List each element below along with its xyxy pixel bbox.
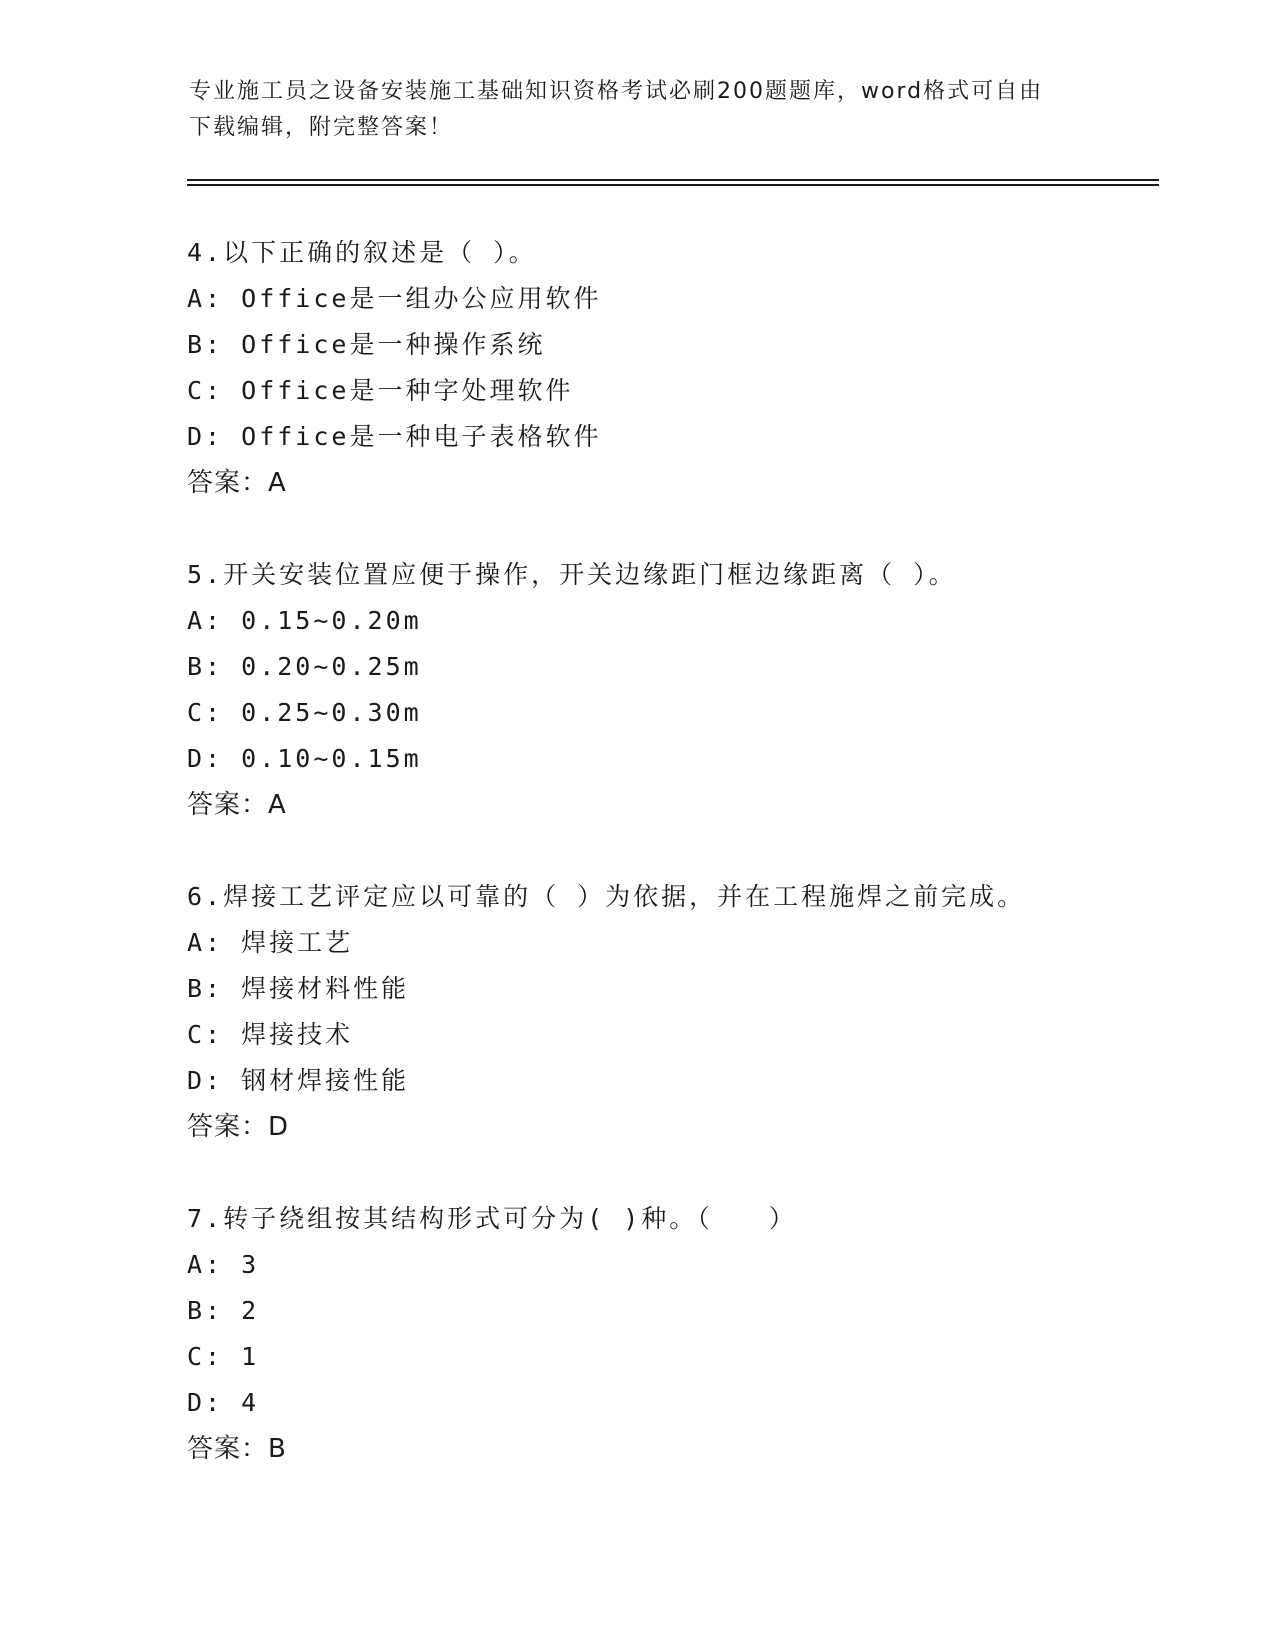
question-6 <box>187 874 1187 1150</box>
option-d: D: 4 <box>187 1388 260 1417</box>
answer-line <box>187 1104 1187 1150</box>
option-c: C: 1 <box>187 1342 260 1371</box>
header-line-1: 专业施工员之设备安装施工基础知识资格考试必刷200题题库，word格式可自由 <box>189 79 1044 104</box>
option-d: D: 0.10~0.15m <box>187 744 422 773</box>
option-c: C: Office是一种字处理软件 <box>187 376 574 405</box>
answer-value: B <box>268 1434 287 1464</box>
option-b: B: 焊接材料性能 <box>187 974 410 1003</box>
answer-label: 答案： <box>187 468 269 498</box>
header-divider-top <box>187 179 1159 181</box>
option-b: B: 0.20~0.25m <box>187 652 422 681</box>
option-a: A: 3 <box>187 1250 260 1279</box>
answer-label: 答案： <box>187 1434 269 1464</box>
option-a: A: 0.15~0.20m <box>187 606 422 635</box>
answer-label: 答案： <box>187 1112 269 1142</box>
question-stem: 7.转子绕组按其结构形式可分为( )种。（ ） <box>187 1204 797 1233</box>
answer-value: A <box>268 468 287 498</box>
header-divider-bottom <box>187 184 1159 186</box>
option-c: C: 焊接技术 <box>187 1020 354 1049</box>
option-d: D: Office是一种电子表格软件 <box>187 422 602 451</box>
option-c: C: 0.25~0.30m <box>187 698 422 727</box>
question-stem: 4.以下正确的叙述是（ ）。 <box>187 238 537 267</box>
question-stem: 5.开关安装位置应便于操作，开关边缘距门框边缘距离（ ）。 <box>187 560 957 589</box>
option-d: D: 钢材焊接性能 <box>187 1066 410 1095</box>
answer-value: D <box>268 1112 290 1142</box>
answer-line <box>187 782 1187 828</box>
option-b: B: 2 <box>187 1296 260 1325</box>
question-4 <box>187 230 1187 506</box>
answer-value: A <box>268 790 287 820</box>
question-7 <box>187 1196 1187 1472</box>
document-header <box>189 74 1089 146</box>
answer-line <box>187 1426 1187 1472</box>
header-line-2: 下载编辑，附完整答案！ <box>189 115 454 140</box>
question-stem: 6.焊接工艺评定应以可靠的（ ）为依据，并在工程施焊之前完成。 <box>187 882 1026 911</box>
answer-line <box>187 460 1187 506</box>
answer-label: 答案： <box>187 790 269 820</box>
option-a: A: Office是一组办公应用软件 <box>187 284 602 313</box>
option-b: B: Office是一种操作系统 <box>187 330 546 359</box>
question-5 <box>187 552 1187 828</box>
option-a: A: 焊接工艺 <box>187 928 354 957</box>
